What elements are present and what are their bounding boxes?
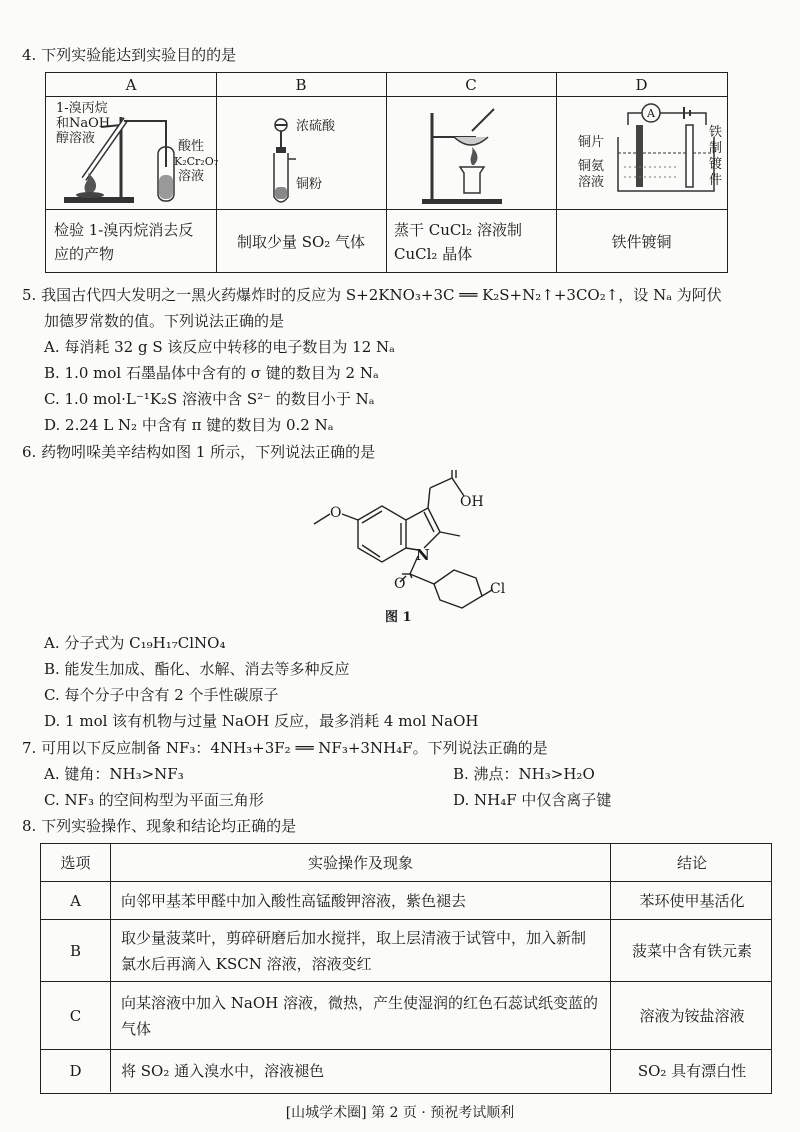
row-conclusion: 菠菜中含有铁元素: [631, 941, 752, 960]
apparatus-d-drawing: [556, 97, 727, 209]
q7-option-d: D. NH₄F 中仅含离子键: [453, 791, 612, 809]
oxygen-atom: O: [330, 505, 342, 521]
q4-header-c: C: [386, 73, 556, 97]
q7-option-c: C. NF₃ 的空间构型为平面三角形: [44, 791, 264, 809]
q7-option-a: A. 键角：NH₃>NF₃: [44, 765, 184, 783]
label-solution-a: 溶液: [178, 169, 205, 184]
q4-figure-c: [386, 97, 556, 210]
label-acidic: 酸性: [178, 139, 205, 154]
q4-caption-c: 蒸干 CuCl₂ 溶液制 CuCl₂ 晶体: [394, 221, 522, 263]
q4-caption-a: 检验 1-溴丙烷消去反应的产物: [54, 221, 194, 263]
q5-stem-line1: 5. 我国古代四大发明之一黑火药爆炸时的反应为 S+2KNO₃+3C ══ K₂S+N₂↑+3CO₂↑，设 Nₐ 为阿伏: [22, 286, 722, 304]
q4-caption-d: 铁件镀铜: [611, 233, 672, 251]
q8-stem: 8. 下列实验操作、现象和结论均正确的是: [22, 817, 297, 835]
page-footer: [山城学术圈] 第 2 页 · 预祝考试顺利: [285, 1105, 515, 1121]
label-alcohol-solution: 醇溶液: [56, 131, 96, 146]
q8-header-option: 选项: [41, 844, 111, 881]
q4-figure-d: [556, 97, 727, 210]
q4-table: [45, 72, 728, 273]
ammeter-label: A: [647, 107, 655, 120]
table-row: [41, 1050, 771, 1092]
row-operation: 向某溶液中加入 NaOH 溶液，微热，产生使湿润的红色石蕊试纸变蓝的气体: [111, 982, 611, 1049]
apparatus-b-drawing: [216, 97, 386, 209]
q7-option-b: B. 沸点：NH₃>H₂O: [453, 765, 595, 783]
table-row: [41, 982, 771, 1050]
label-bromopropane: 1-溴丙烷: [56, 101, 108, 116]
label-solution-d: 溶液: [578, 175, 605, 190]
chlorine-atom: Cl: [490, 581, 506, 597]
q4-header-d: D: [556, 73, 727, 97]
label-iron-2: 制: [709, 141, 723, 156]
q4-figure-a: [46, 97, 219, 210]
figure-caption: 图 1: [385, 610, 412, 625]
indomethacin-structure: [300, 470, 510, 610]
row-conclusion: 苯环使甲基活化: [639, 891, 745, 910]
apparatus-c-drawing: [386, 97, 556, 209]
row-operation: 取少量菠菜叶，剪碎研磨后加水搅拌，取上层清液于试管中，加入新制氯水后再滴入 KSCN 溶液，溶液变红: [111, 920, 611, 981]
q6-option-b: B. 能发生加成、酯化、水解、消去等多种反应: [44, 660, 350, 678]
oh-group: OH: [460, 494, 484, 510]
table-row: [41, 920, 771, 982]
row-option: C: [41, 982, 111, 1049]
q8-header-operation: 实验操作及现象: [111, 844, 611, 881]
row-option: A: [41, 882, 111, 919]
q7-stem: 7. 可用以下反应制备 NF₃：4NH₃+3F₂ ══ NF₃+3NH₄F。下列说法正确的是: [22, 739, 548, 757]
q5-option-b: B. 1.0 mol 石墨晶体中含有的 σ 键的数目为 2 Nₐ: [44, 364, 379, 382]
label-iron-1: 铁: [709, 125, 723, 140]
oxygen-carbonyl-atom: O: [394, 576, 406, 592]
q5-stem-line2: 加德罗常数的值。下列说法正确的是: [44, 312, 285, 330]
label-iron-3: 镀: [709, 157, 723, 172]
nitrogen-atom: N: [416, 546, 430, 564]
label-copper-powder: 铜粉: [296, 177, 323, 192]
q4-caption-b: 制取少量 SO₂ 气体: [236, 233, 366, 251]
q8-header-row: [41, 844, 771, 882]
q6-option-a: A. 分子式为 C₁₉H₁₇ClNO₄: [44, 634, 226, 652]
q6-option-c: C. 每个分子中含有 2 个手性碳原子: [44, 686, 279, 704]
label-copper-ammonia: 铜氨: [578, 159, 605, 174]
q8-header-conclusion: 结论: [676, 853, 707, 872]
label-naoh: 和NaOH: [56, 116, 111, 131]
label-iron-4: 件: [709, 173, 723, 188]
row-operation: 将 SO₂ 通入溴水中，溶液褪色: [111, 1050, 611, 1092]
row-option: B: [41, 920, 111, 981]
q8-table: [40, 843, 772, 1094]
row-conclusion: SO₂ 具有漂白性: [637, 1062, 747, 1080]
q4-header-b: B: [216, 73, 386, 97]
q4-header-a: A: [46, 73, 216, 97]
q5-option-d: D. 2.24 L N₂ 中含有 π 键的数目为 0.2 Nₐ: [44, 416, 334, 434]
table-row: [41, 882, 771, 920]
label-k2cr2o7: K₂Cr₂O₇: [174, 155, 219, 168]
q6-stem: 6. 药物吲哚美辛结构如图 1 所示，下列说法正确的是: [22, 443, 376, 461]
row-conclusion: 溶液为铵盐溶液: [639, 1006, 745, 1025]
label-copper-sheet: 铜片: [578, 135, 605, 150]
label-conc-h2so4: 浓硫酸: [296, 119, 336, 134]
q4-figure-b: [216, 97, 386, 210]
q4-stem: 4. 下列实验能达到实验目的的是: [22, 46, 237, 64]
row-operation: 向邻甲基苯甲醛中加入酸性高锰酸钾溶液，紫色褪去: [111, 882, 611, 919]
q5-option-a: A. 每消耗 32 g S 该反应中转移的电子数目为 12 Nₐ: [44, 338, 395, 356]
row-option: D: [41, 1050, 111, 1092]
q5-option-c: C. 1.0 mol·L⁻¹K₂S 溶液中含 S²⁻ 的数目小于 Nₐ: [44, 390, 375, 408]
q6-option-d: D. 1 mol 该有机物与过量 NaOH 反应，最多消耗 4 mol NaOH: [44, 712, 479, 730]
